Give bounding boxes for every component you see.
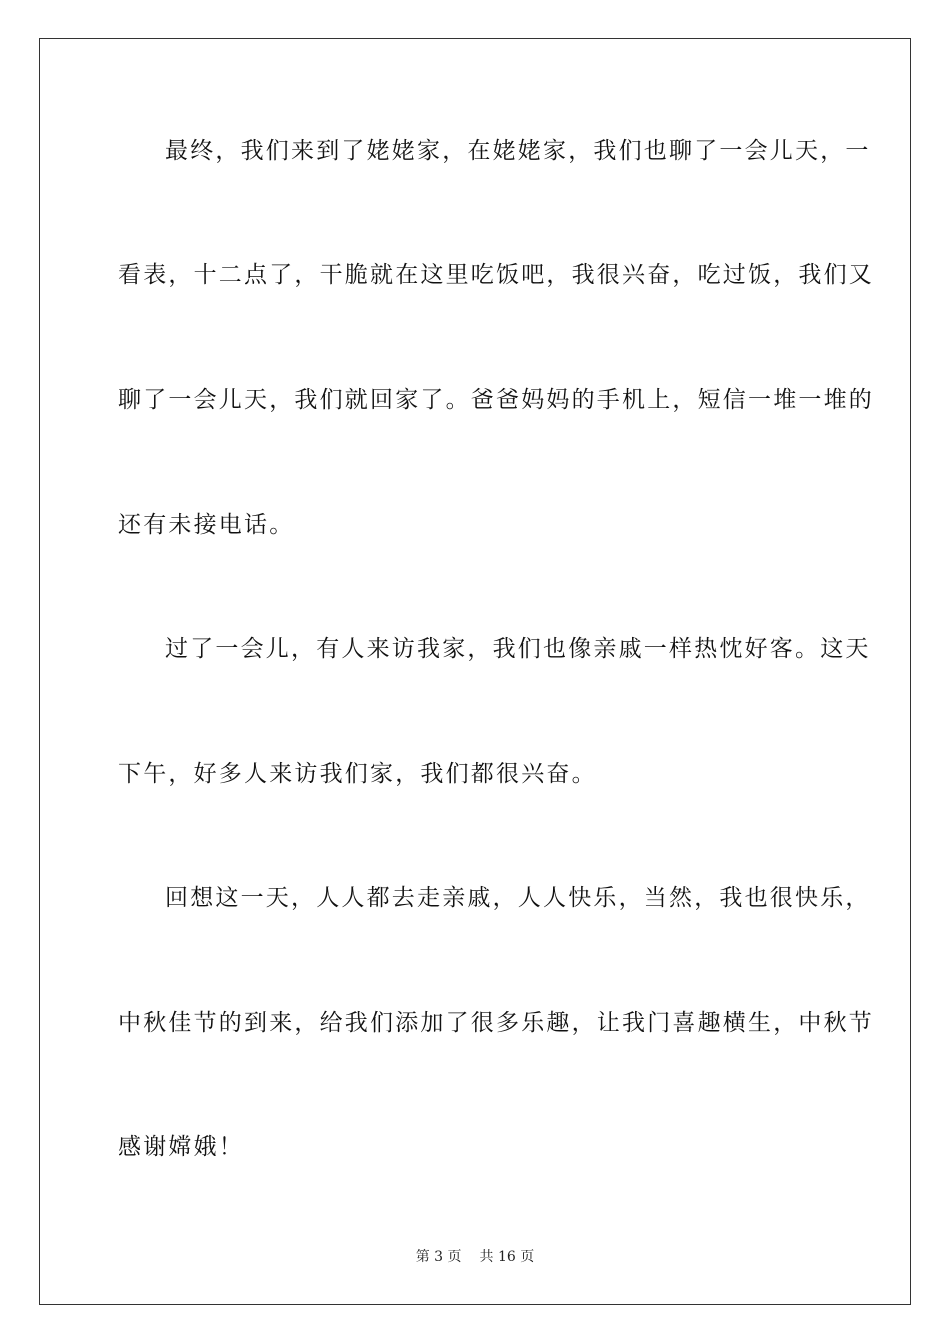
- paragraph-line: 过了一会儿，有人来访我家，我们也像亲戚一样热忱好客。这天: [165, 636, 871, 662]
- paragraph-line: 感谢嫦娥！: [118, 1134, 244, 1160]
- paragraph-line: 看表，十二点了，干脆就在这里吃饭吧，我很兴奋，吃过饭，我们又: [118, 262, 874, 288]
- page-footer: [0, 1248, 950, 1266]
- page-total: 共 16 页: [479, 1249, 535, 1265]
- paragraph-line: 最终，我们来到了姥姥家，在姥姥家，我们也聊了一会儿天，一: [165, 138, 871, 164]
- paragraph-line: 下午，好多人来访我们家，我们都很兴奋。: [118, 761, 597, 787]
- page-frame: [39, 38, 911, 1305]
- paragraph-line: 聊了一会儿天，我们就回家了。爸爸妈妈的手机上，短信一堆一堆的: [118, 387, 874, 413]
- page-number: 第 3 页: [415, 1249, 462, 1265]
- paragraph-line: 中秋佳节的到来，给我们添加了很多乐趣，让我门喜趣横生，中秋节: [118, 1010, 874, 1036]
- paragraph-line: 还有未接电话。: [118, 512, 295, 538]
- paragraph-line: 回想这一天，人人都去走亲戚，人人快乐，当然，我也很快乐，: [165, 885, 871, 911]
